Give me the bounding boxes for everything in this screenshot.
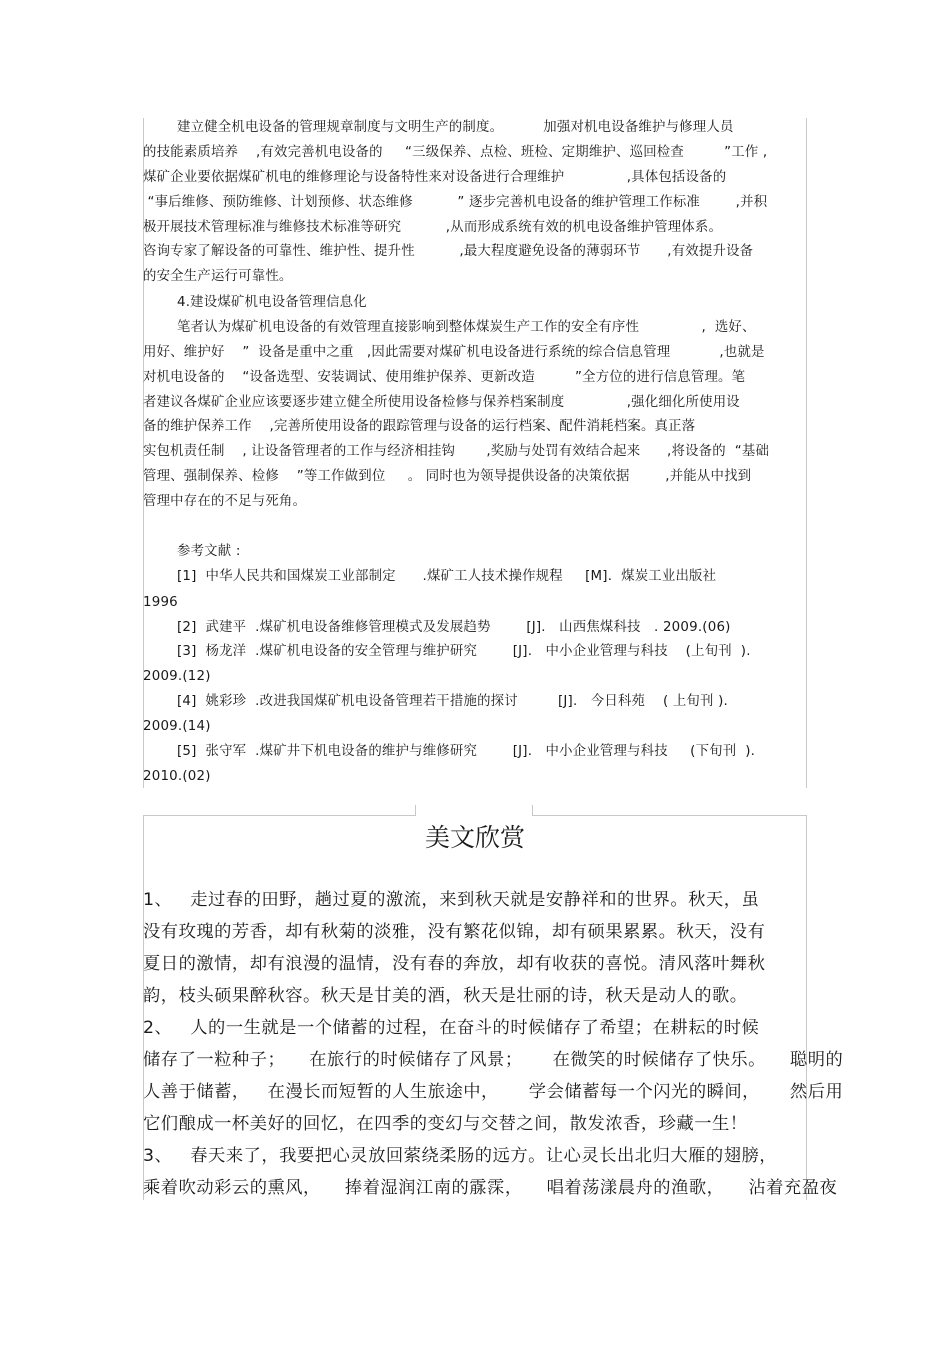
essay-line: 2、 人的一生就是一个储蓄的过程，在奋斗的时候储存了希望；在耕耘的时候 — [143, 1018, 760, 1038]
reference-item: [4] 姚彩珍 .改进我国煤矿机电设备管理若干措施的探讨 [J]. 今日科苑 ( 上旬刊 ). — [177, 694, 728, 709]
article-line: 管理中存在的不足与死角。 — [143, 494, 307, 509]
article-line: 实包机责任制 , 让设备管理者的工作与经济相挂钩 ,奖励与处罚有效结合起来 ,将设备的 “基础 — [143, 444, 770, 459]
article-line: 咨询专家了解设备的可靠性、维护性、提升性 ,最大程度避免设备的薄弱环节 ,有效提升设备 — [143, 244, 754, 259]
essay-top-border-right — [533, 815, 806, 816]
reference-item: [5] 张守军 .煤矿井下机电设备的维护与维修研究 [J]. 中小企业管理与科技 (下旬刊 ). — [177, 744, 756, 759]
section-heading: 4.建设煤矿机电设备管理信息化 — [177, 295, 367, 310]
title-tab-right — [532, 805, 533, 816]
reference-item: [1] 中华人民共和国煤炭工业部制定 .煤矿工人技术操作规程 [M]. 煤炭工业出版社 — [177, 569, 717, 584]
essay-line: 韵，枝头硕果醉秋容。秋天是甘美的酒，秋天是壮丽的诗，秋天是动人的歌。 — [143, 986, 748, 1006]
essay-line: 它们酿成一杯美好的回忆，在四季的变幻与交替之间，散发浓香，珍藏一生！ — [143, 1114, 748, 1134]
essay-line: 储存了一粒种子； 在旅行的时候储存了风景； 在微笑的时候储存了快乐。 聪明的 — [143, 1050, 844, 1070]
article-line: 对机电设备的 “设备选型、安装调试、使用维护保养、更新改造 ”全方位的进行信息管理。笔 — [143, 370, 746, 385]
essay-title: 美文欣赏 — [424, 823, 525, 852]
reference-item: 2010.(02) — [143, 769, 211, 784]
essay-line: 没有玫瑰的芳香，却有秋菊的淡雅，没有繁花似锦，却有硕果累累。秋天，没有 — [143, 922, 766, 942]
reference-item: 1996 — [143, 595, 178, 610]
article-line: 用好、维护好 ” 设备是重中之重 ,因此需要对煤矿机电设备进行系统的综合信息管理 ,也就是 — [143, 345, 765, 360]
essay-line: 3、 春天来了，我要把心灵放回萦绕柔肠的远方。让心灵长出北归大雁的翅膀， — [143, 1146, 778, 1166]
article-right-border — [806, 118, 807, 788]
essay-line: 夏日的激情，却有浪漫的温情，没有春的奔放，却有收获的喜悦。清风落叶舞秋 — [143, 954, 766, 974]
article-line: 的安全生产运行可靠性。 — [143, 269, 293, 284]
reference-item: 2009.(14) — [143, 719, 211, 734]
article-line: 煤矿企业要依据煤矿机电的维修理论与设备特性来对设备进行合理维护 ,具体包括设备的 — [143, 170, 727, 185]
article-line: 备的维护保养工作 ,完善所使用设备的跟踪管理与设备的运行档案、配件消耗档案。真正落 — [143, 419, 696, 434]
article-line: 笔者认为煤矿机电设备的有效管理直接影响到整体煤炭生产工作的安全有序性 , 选好、 — [177, 320, 756, 335]
reference-item: 2009.(12) — [143, 669, 211, 684]
essay-line: 乘着吹动彩云的熏风， 捧着湿润江南的霡霂， 唱着荡漾晨舟的渔歌， 沾着充盈夜 — [143, 1178, 838, 1198]
title-tab-left — [415, 805, 416, 816]
reference-item: [3] 杨龙洋 .煤矿机电设备的安全管理与维护研究 [J]. 中小企业管理与科技 (上旬刊 ). — [177, 644, 751, 659]
essay-line: 1、 走过春的田野，趟过夏的激流，来到秋天就是安静祥和的世界。秋天，虽 — [143, 890, 760, 910]
article-line: 的技能素质培养 ,有效完善机电设备的 “三级保养、点检、班检、定期维护、巡回检查 ”工作 , — [143, 145, 768, 160]
reference-item: [2] 武建平 .煤矿机电设备维修管理模式及发展趋势 [J]. 山西焦煤科技 . 2009.(06) — [177, 620, 731, 635]
article-line: 建立健全机电设备的管理规章制度与文明生产的制度。 加强对机电设备维护与修理人员 — [177, 120, 734, 135]
references-heading: 参考文献 : — [177, 544, 241, 559]
article-line: “事后维修、预防维修、计划预修、状态维修 ” 逐步完善机电设备的维护管理工作标准 ,并积 — [143, 195, 768, 210]
article-line: 管理、强制保养、检修 ”等工作做到位 。 同时也为领导提供设备的决策依据 ,并能从中找到 — [143, 469, 752, 484]
essay-right-border — [806, 815, 807, 1200]
essay-line: 人善于储蓄， 在漫长而短暂的人生旅途中， 学会储蓄每一个闪光的瞬间， 然后用 — [143, 1082, 844, 1102]
article-line: 者建议各煤矿企业应该要逐步建立健全所使用设备检修与保养档案制度 ,强化细化所使用设 — [143, 395, 740, 410]
article-line: 极开展技术管理标准与维修技术标准等研究 ,从而形成系统有效的机电设备维护管理体系。 — [143, 220, 723, 235]
essay-top-border-left — [143, 815, 415, 816]
